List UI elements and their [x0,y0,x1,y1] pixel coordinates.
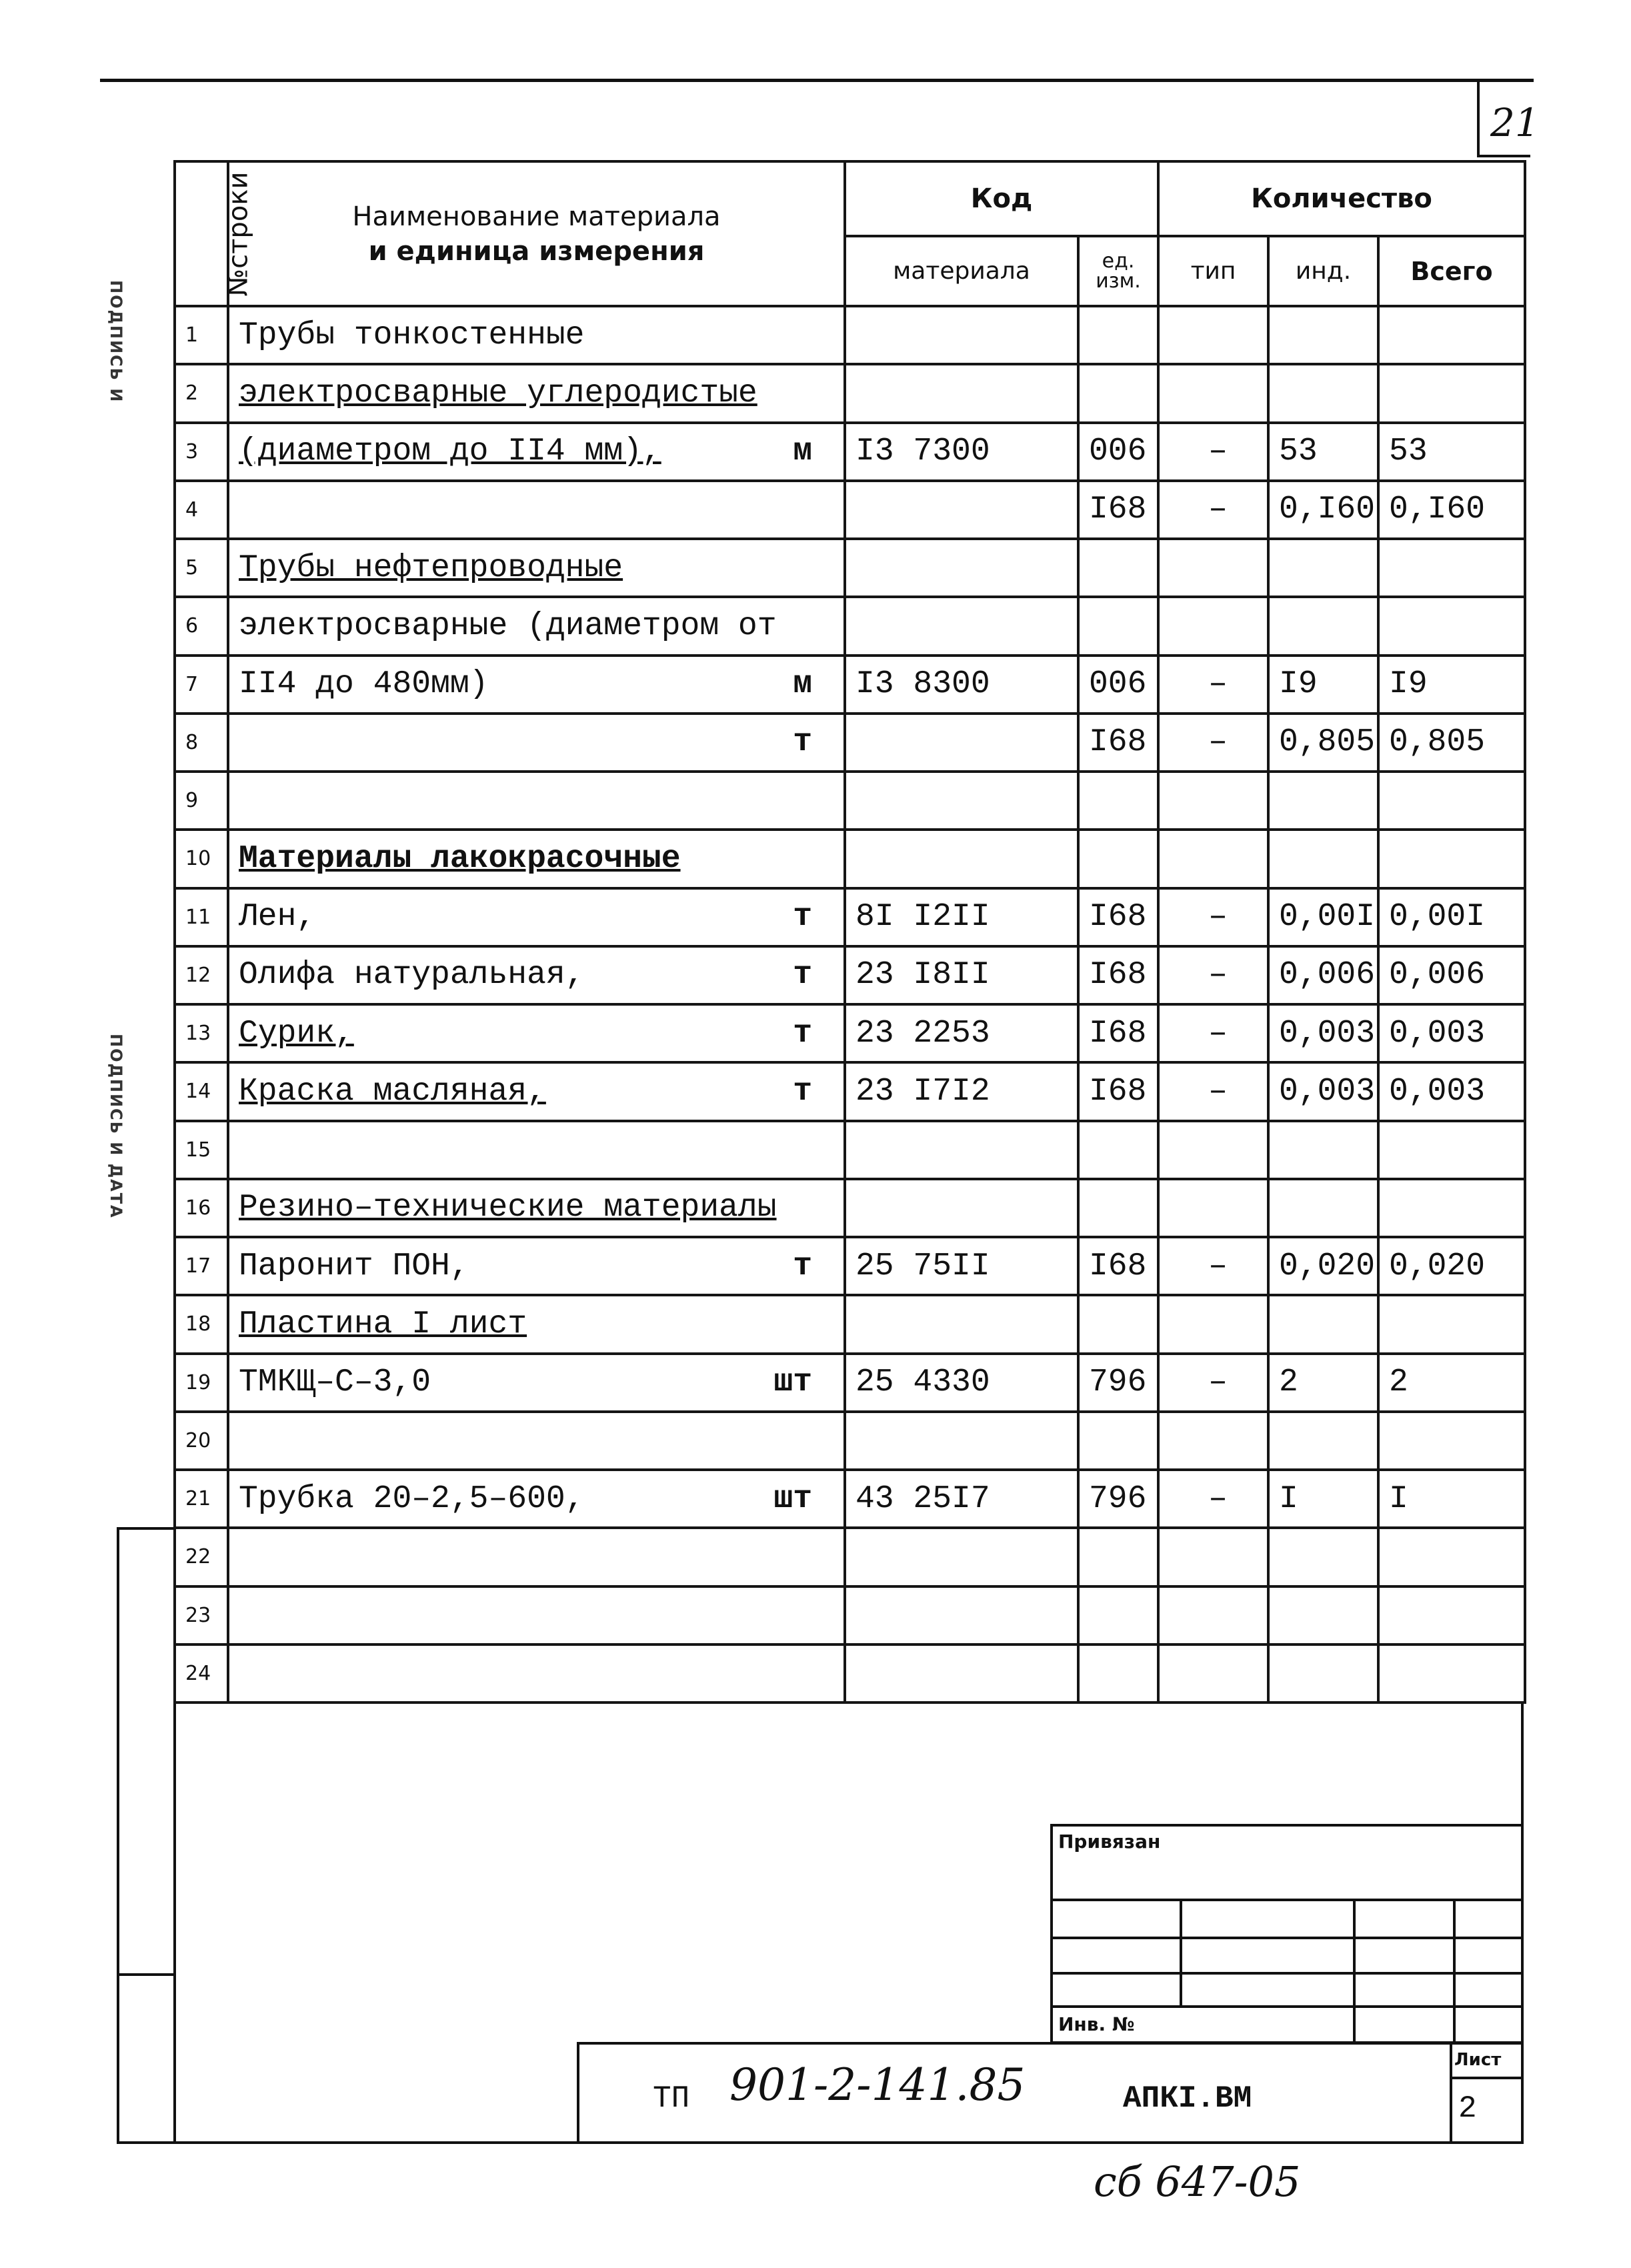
material-code: 43 25I7 [845,1470,1078,1528]
table-row [175,1354,1525,1412]
unit-code: I68 [1078,481,1158,539]
material-name [228,1644,845,1703]
sheet-label: Лист [1454,2050,1502,2070]
qty-ind: 53 [1268,423,1378,481]
qty-type: – [1158,1004,1268,1062]
qty-ind-header: инд. [1268,236,1378,306]
material-name [228,1528,845,1586]
row-number-header: №строки [175,161,228,306]
material-code [845,1121,1078,1179]
qty-ind: I [1268,1470,1378,1528]
qty-total: 0,805 [1378,714,1525,772]
row-number: 4 [175,481,228,539]
document-code: АПКI.ВМ [1123,2081,1252,2116]
qty-type: – [1158,656,1268,714]
name-header-line1: Наименование материала [352,201,721,232]
row-number: 22 [175,1528,228,1586]
unit-code [1078,597,1158,655]
material-code [845,1528,1078,1586]
table-row [175,888,1525,946]
qty-total: 0,00I [1378,888,1525,946]
unit-code [1078,1528,1158,1586]
material-name: электросварные (диаметром от [228,597,845,655]
unit-code: I68 [1078,946,1158,1004]
page-number: 21 [1490,100,1540,145]
row-number: 18 [175,1295,228,1353]
material-code: 23 2253 [845,1004,1078,1062]
project-number-handwritten: 901-2-141.85 [729,2059,1026,2111]
row-number: 20 [175,1412,228,1470]
code-group-header: Код [845,161,1158,236]
unit-code [1078,1295,1158,1353]
page-number-frame [1477,79,1480,157]
qty-ind [1268,1644,1378,1703]
qty-total: 0,003 [1378,1004,1525,1062]
qty-total-header: Всего [1378,236,1525,306]
qty-total [1378,306,1525,364]
margin-label-middle: ПОДПИСЬ И ДАТА [107,1034,125,1219]
unit-code [1078,1121,1158,1179]
table-row [175,423,1525,481]
material-name: Трубы тонкостенные [228,306,845,364]
unit-code: I68 [1078,714,1158,772]
table-row [175,1528,1525,1586]
qty-total [1378,1295,1525,1353]
project-prefix: ТП [653,2081,690,2116]
qty-ind: 0,003 [1268,1004,1378,1062]
qty-type: – [1158,1237,1268,1295]
qty-ind [1268,1586,1378,1644]
row-number: 6 [175,597,228,655]
unit-code: I68 [1078,1062,1158,1120]
table-row [175,1179,1525,1237]
left-margin-box [117,1527,173,2144]
material-name: Олифа натуральная, т [228,946,845,1004]
qty-type [1158,364,1268,422]
material-code [845,772,1078,830]
material-code [845,1295,1078,1353]
unit-code [1078,364,1158,422]
row-number: 12 [175,946,228,1004]
qty-ind [1268,306,1378,364]
table-row [175,597,1525,655]
qty-type [1158,539,1268,597]
qty-total [1378,1644,1525,1703]
top-border-line [100,79,1534,82]
qty-total [1378,1412,1525,1470]
qty-ind: 0,020 [1268,1237,1378,1295]
code-material-header: материала [845,236,1078,306]
qty-total: 53 [1378,423,1525,481]
table-row [175,1004,1525,1062]
frame-left-line [173,1704,176,2144]
qty-total [1378,1528,1525,1586]
qty-type [1158,830,1268,888]
material-code: 23 I7I2 [845,1062,1078,1120]
qty-ind: 0,003 [1268,1062,1378,1120]
row-number: 9 [175,772,228,830]
material-code [845,1644,1078,1703]
qty-total [1378,1121,1525,1179]
inventory-number-label: Инв. № [1058,2013,1135,2035]
qty-total [1378,1179,1525,1237]
material-code [845,1586,1078,1644]
qty-total [1378,1586,1525,1644]
qty-type: – [1158,481,1268,539]
material-code: I3 8300 [845,656,1078,714]
qty-type: – [1158,1470,1268,1528]
unit-code [1078,1412,1158,1470]
table-row [175,946,1525,1004]
material-name: Резино–технические материалы [228,1179,845,1237]
qty-ind [1268,1121,1378,1179]
table-row [175,1470,1525,1528]
privyazan-label: Привязан [1058,1831,1161,1853]
unit-code: I68 [1078,1004,1158,1062]
table-row [175,1121,1525,1179]
qty-type [1158,1121,1268,1179]
unit-code [1078,772,1158,830]
bottom-handwritten-note: сб 647-05 [1094,2157,1301,2206]
materials-table [173,160,1526,1704]
unit-code: 006 [1078,656,1158,714]
qty-type: – [1158,946,1268,1004]
table-row [175,539,1525,597]
qty-total: I9 [1378,656,1525,714]
qty-ind [1268,1528,1378,1586]
qty-ind: I9 [1268,656,1378,714]
qty-ind: 0,00I [1268,888,1378,946]
unit-code: 006 [1078,423,1158,481]
row-number: 14 [175,1062,228,1120]
table-row [175,1644,1525,1703]
unit-code: 796 [1078,1354,1158,1412]
unit-code: 796 [1078,1470,1158,1528]
qty-ind [1268,364,1378,422]
qty-type [1158,1179,1268,1237]
material-code [845,539,1078,597]
material-name [228,1121,845,1179]
qty-total: 0,I60 [1378,481,1525,539]
material-name: (диаметром до II4 мм), м [228,423,845,481]
table-row [175,1062,1525,1120]
row-number: 19 [175,1354,228,1412]
row-number: 2 [175,364,228,422]
qty-ind: 0,006 [1268,946,1378,1004]
unit-code: I68 [1078,888,1158,946]
qty-type: – [1158,423,1268,481]
unit-code [1078,830,1158,888]
material-name [228,772,845,830]
qty-type [1158,772,1268,830]
qty-total: 0,006 [1378,946,1525,1004]
row-number: 17 [175,1237,228,1295]
row-number: 8 [175,714,228,772]
material-name: Лен, т [228,888,845,946]
table-row [175,1237,1525,1295]
material-name: Сурик, т [228,1004,845,1062]
qty-ind [1268,830,1378,888]
row-number: 11 [175,888,228,946]
qty-ind [1268,1412,1378,1470]
qty-ind [1268,597,1378,655]
row-number: 1 [175,306,228,364]
binding-stamp [1050,1824,1524,2044]
unit-code [1078,1179,1158,1237]
unit-code [1078,1586,1158,1644]
material-name [228,481,845,539]
row-number: 3 [175,423,228,481]
qty-total [1378,597,1525,655]
qty-total: I [1378,1470,1525,1528]
material-name: Трубка 20–2,5–600, шт [228,1470,845,1528]
qty-type: – [1158,888,1268,946]
qty-type-header: тип [1158,236,1268,306]
qty-type [1158,1528,1268,1586]
qty-type [1158,597,1268,655]
table-row [175,656,1525,714]
material-code [845,1412,1078,1470]
material-code [845,597,1078,655]
row-number: 16 [175,1179,228,1237]
table-row [175,1295,1525,1353]
material-name: II4 до 480мм) м [228,656,845,714]
material-code: 25 75II [845,1237,1078,1295]
qty-type [1158,1644,1268,1703]
code-unit-header: ед. изм. [1078,236,1158,306]
row-number: 13 [175,1004,228,1062]
qty-total [1378,772,1525,830]
material-code [845,830,1078,888]
qty-total [1378,830,1525,888]
row-number: 24 [175,1644,228,1703]
material-code: I3 7300 [845,423,1078,481]
qty-type [1158,1295,1268,1353]
sheet-number: 2 [1458,2091,1477,2126]
material-name: Краска масляная, т [228,1062,845,1120]
material-name [228,1586,845,1644]
qty-ind [1268,539,1378,597]
row-number: 5 [175,539,228,597]
qty-total: 0,020 [1378,1237,1525,1295]
title-block [577,2042,1524,2144]
qty-type [1158,1586,1268,1644]
material-code: 25 4330 [845,1354,1078,1412]
table-row [175,364,1525,422]
qty-ind: 2 [1268,1354,1378,1412]
table-row [175,1586,1525,1644]
unit-code [1078,1644,1158,1703]
material-name [228,1412,845,1470]
name-header-line2: и единица измерения [368,235,705,267]
margin-label-top: ПОДПИСЬ И [107,280,125,403]
material-code: 8I I2II [845,888,1078,946]
row-number: 15 [175,1121,228,1179]
material-name: Материалы лакокрасочные [228,830,845,888]
row-number: 10 [175,830,228,888]
material-name: Паронит ПОН, т [228,1237,845,1295]
qty-ind: 0,805 [1268,714,1378,772]
table-row [175,1412,1525,1470]
qty-total: 2 [1378,1354,1525,1412]
row-number: 21 [175,1470,228,1528]
row-number: 23 [175,1586,228,1644]
qty-total [1378,539,1525,597]
quantity-group-header: Количество [1158,161,1525,236]
qty-type: – [1158,714,1268,772]
unit-code [1078,306,1158,364]
row-number: 7 [175,656,228,714]
qty-ind [1268,1295,1378,1353]
material-name: Трубы нефтепроводные [228,539,845,597]
qty-ind [1268,1179,1378,1237]
table-row [175,714,1525,772]
qty-type [1158,1412,1268,1470]
material-code [845,714,1078,772]
material-code: 23 I8II [845,946,1078,1004]
table-row [175,830,1525,888]
material-name: электросварные углеродистые [228,364,845,422]
material-name: ТМКЩ–С–3,0 шт [228,1354,845,1412]
material-name: Пластина I лист [228,1295,845,1353]
material-code [845,1179,1078,1237]
name-header [228,161,845,306]
material-name: т [228,714,845,772]
qty-ind: 0,I60 [1268,481,1378,539]
qty-type: – [1158,1354,1268,1412]
material-code [845,306,1078,364]
qty-total: 0,003 [1378,1062,1525,1120]
table-row [175,772,1525,830]
qty-total [1378,364,1525,422]
table-row [175,306,1525,364]
unit-code: I68 [1078,1237,1158,1295]
qty-ind [1268,772,1378,830]
material-code [845,364,1078,422]
unit-code [1078,539,1158,597]
qty-type: – [1158,1062,1268,1120]
table-row [175,481,1525,539]
page-number-frame-bottom [1477,155,1530,157]
qty-type [1158,306,1268,364]
material-code [845,481,1078,539]
